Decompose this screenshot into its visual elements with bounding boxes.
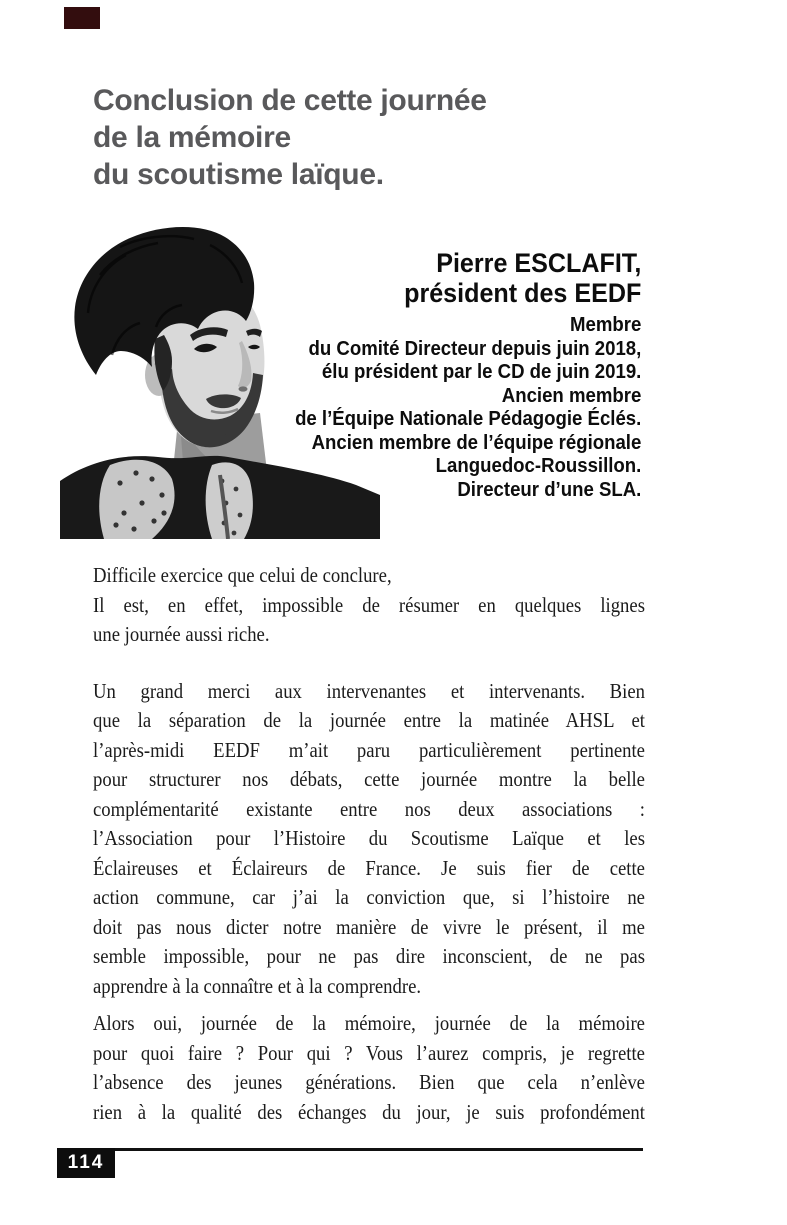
caption-name-line-1: Pierre ESCLAFIT, bbox=[435, 248, 641, 278]
paragraph-2 bbox=[93, 677, 645, 1002]
body-line: complémentarité existante entre nos deux associations : bbox=[93, 796, 645, 821]
page-title-line-2: de la mémoire bbox=[93, 121, 291, 154]
caption-detail-line: Membre bbox=[569, 314, 641, 336]
body-line: l’Association pour l’Histoire du Scoutisme Laïque et les bbox=[93, 826, 645, 850]
body-line: doit pas nous dicter notre manière de vivre le présent, il me bbox=[93, 914, 645, 939]
body-line: rien à la qualité des échanges du jour, je suis profondément bbox=[93, 1099, 645, 1124]
body-line: pour quoi faire ? Pour qui ? Vous l’aurez compris, je regrette bbox=[93, 1040, 645, 1065]
body-line: Difficile exercice que celui de conclure, bbox=[93, 563, 392, 587]
caption-name-line-2: président des EEDF bbox=[403, 278, 641, 308]
caption-details bbox=[295, 314, 641, 502]
page-number-badge bbox=[57, 1148, 115, 1178]
body-line: Alors oui, journée de la mémoire, journée de la mémoire bbox=[93, 1011, 645, 1035]
caption-detail-line: élu président par le CD de juin 2019. bbox=[321, 361, 641, 383]
caption-detail-line: de l’Équipe Nationale Pédagogie Éclés. bbox=[294, 408, 641, 430]
caption-detail-line: Languedoc-Roussillon. bbox=[435, 455, 641, 477]
page-number: 114 bbox=[67, 1152, 105, 1173]
body-line: que la séparation de la journée entre la matinée AHSL et bbox=[93, 708, 645, 732]
caption-detail-line: Ancien membre de l’équipe régionale bbox=[311, 431, 641, 454]
caption-detail-line: du Comité Directeur depuis juin 2018, bbox=[308, 337, 641, 360]
paragraph-3 bbox=[93, 1009, 645, 1127]
body-line: semble impossible, pour ne pas dire inconscient, de ne pas bbox=[93, 944, 645, 968]
caption-detail-line: Ancien membre bbox=[501, 384, 641, 407]
body-line: pour structurer nos débats, cette journée montre la belle bbox=[93, 767, 645, 791]
body-line: l’absence des jeunes générations. Bien que cela n’enlève bbox=[93, 1070, 645, 1094]
caption-detail-line: Directeur d’une SLA. bbox=[457, 478, 641, 501]
body-line: Il est, en effet, impossible de résumer en quelques lignes bbox=[93, 592, 645, 617]
body-line: une journée aussi riche. bbox=[93, 622, 270, 646]
paragraph-1 bbox=[93, 561, 645, 650]
corner-scan-mark bbox=[64, 7, 100, 29]
body-line: Un grand merci aux intervenantes et intervenants. Bien bbox=[93, 678, 645, 703]
body-line: action commune, car j’ai la conviction que, si l’histoire ne bbox=[93, 885, 645, 909]
body-line: Éclaireuses et Éclaireurs de France. Je suis fier de cette bbox=[93, 855, 645, 880]
caption-name bbox=[295, 248, 641, 308]
page-title bbox=[93, 82, 487, 193]
page-title-line-1: Conclusion de cette journée bbox=[93, 84, 487, 117]
footer-rule bbox=[115, 1148, 643, 1151]
body-text bbox=[93, 561, 645, 1127]
page-title-line-3: du scoutisme laïque. bbox=[93, 158, 384, 191]
body-line: apprendre à la connaître et à la comprendre. bbox=[93, 973, 422, 998]
photo-caption bbox=[295, 248, 641, 502]
body-line: l’après-midi EEDF m’ait paru particulièrement pertinente bbox=[93, 737, 645, 762]
